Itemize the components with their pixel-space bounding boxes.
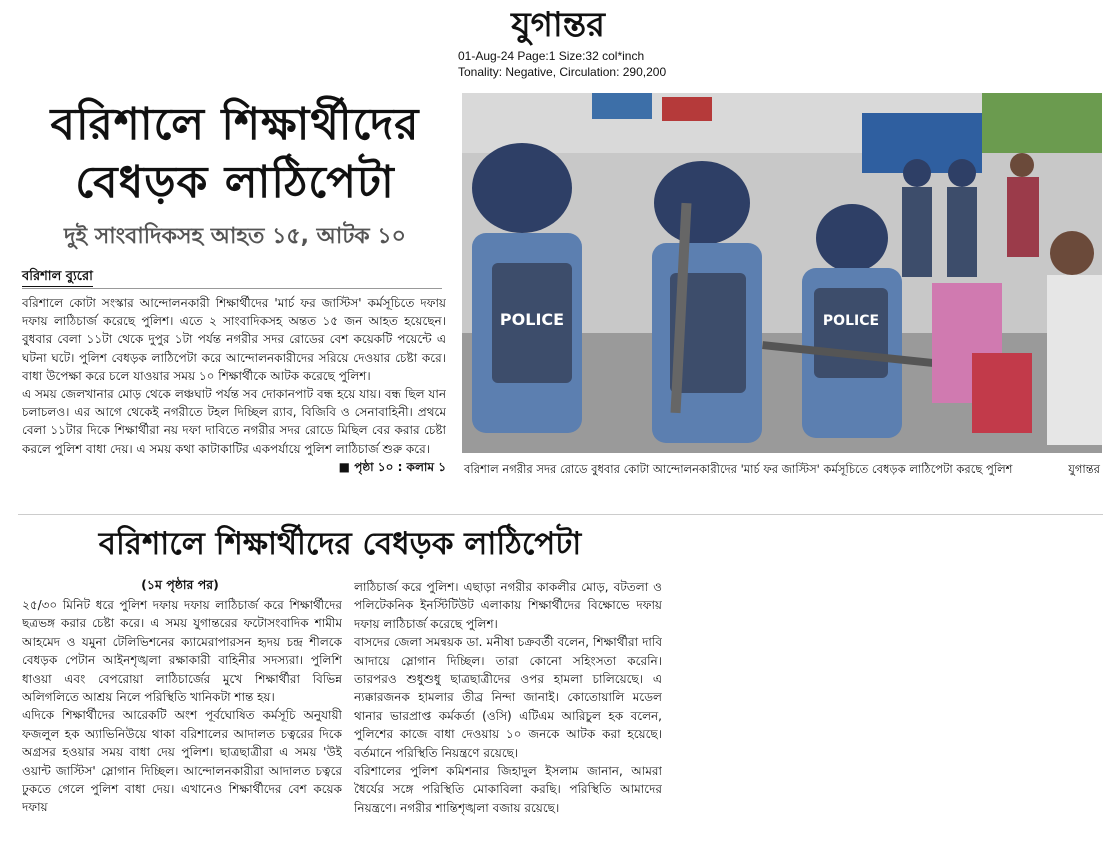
news-photo <box>462 93 1102 453</box>
article-paragraph-2 <box>22 385 446 474</box>
vest-label-2: POLICE <box>822 313 880 329</box>
section-divider <box>18 514 1103 515</box>
vest-label-1: POLICE <box>499 310 565 329</box>
continuation-column-2 <box>354 578 662 840</box>
police-officer-figure <box>472 143 582 433</box>
caption-text: বরিশাল নগরীর সদর রোডে বুধবার কোটা আন্দোলনকারীদের 'মার্চ ফর জাস্টিস' কর্মসূচিতে বেধড়ক লাঠিপেটা করছে পুলিশ <box>464 462 1013 476</box>
masthead <box>0 0 1115 90</box>
continuation-paragraph: এদিকে শিক্ষার্থীদের আরেকটি অংশ পূর্বঘোষিত কর্মসূচি অনুযায়ী ফজলুল হক অ্যাভিনিউয়ে থাকা বরিশালের আদালত চত্বরের দিকে অগ্রসর হওয়ার সময় বাধা দেয় পুলিশ। ছাত্রছাত্রীরা এ সময় 'উই ওয়ান্ট জাস্টিস' স্লোগান দিচ্ছিল। আন্দোলনকারীরা আদালত চত্বরে ঢুকতে গেলে পুলিশ বাধা দেয়। এখানেও শিক্ষার্থীদের বেশ কয়েক দফায় <box>22 708 342 815</box>
continuation-headline: বরিশালে শিক্ষার্থীদের বেধড়ক লাঠিপেটা <box>98 526 582 562</box>
headline-line-2: বেধড়ক লাঠিপেটা <box>75 157 395 208</box>
clipping-meta <box>458 48 678 80</box>
article-byline: বরিশাল ব্যুরো <box>22 268 93 287</box>
photo-caption <box>464 460 1100 478</box>
continuation-paragraph: ২৫/৩০ মিনিট ধরে পুলিশ দফায় দফায় লাঠিচার্জ করে শিক্ষার্থীদের ছত্রভঙ্গ করার চেষ্টা করে। এ সময় যুগান্তরের ফটোসংবাদিক শামীম আহমেদ ও যমুনা টেলিভিশনের ক্যামেরাপারসন হৃদয় চন্দ্র শীলকে বেধড়ক পেটান আইনশৃঙ্খলা রক্ষাকারী বাহিনীর সদস্যরা। পুলিশি ধাওয়া এবং বেপরোয়া লাঠিচার্জের মুখে শিক্ষার্থীরা বিভিন্ন অলিগলিতে আশ্রয় নিলে পরিস্থিতি খানিকটা শান্ত হয়। <box>22 598 342 705</box>
article-subheadline: দুই সাংবাদিকসহ আহত ১৫, আটক ১০ <box>64 224 406 249</box>
logo-text: যুগান্তর <box>511 5 605 45</box>
continuation-paragraph: লাঠিচার্জ করে পুলিশ। এছাড়া নগরীর কাকলীর মোড়, বটতলা ও পলিটেকনিক ইনস্টিটিউট এলাকায় শিক্ষার্থীদের বিক্ষোভে দফায় দফায় লাঠিচার্জ করেছে পুলিশ। <box>354 580 662 631</box>
meta-date-page: 01-Aug-24 Page:1 Size:32 col*inch <box>458 49 645 63</box>
continuation-paragraph: বাসদের জেলা সমন্বয়ক ডা. মনীষা চক্রবর্তী বলেন, শিক্ষার্থীরা দাবি আদায়ে স্লোগান দিচ্ছিল। তারা কোনো সহিংসতা করেনি। তারপরও শুধুশুধু ছাত্রছাত্রীদের ওপর হামলা চালিয়েছে। এ ন্যক্কারজনক হামলার তীব্র নিন্দা জানাই। কোতোয়ালি মডেল থানার ভারপ্রাপ্ত কর্মকর্তা (ওসি) এটিএম আরিচুল হক বলেন, পুলিশের কাজে বাধা দেওয়ায় ১০ জনকে আটক করা হয়েছে। বর্তমানে পরিস্থিতি নিয়ন্ত্রণে রয়েছে। <box>354 635 662 760</box>
continuation-paragraph: বরিশালের পুলিশ কমিশনার জিহাদুল ইসলাম জানান, আমরা ধৈর্যের সঙ্গে পরিস্থিতি মোকাবিলা করছি। পরিস্থিতি আমাদের নিয়ন্ত্রণে। নগরীর শান্তিশৃঙ্খলা বজায় রয়েছে। <box>354 764 662 815</box>
jump-reference: ■ পৃষ্ঠা ১০ : কলাম ১ <box>338 459 446 474</box>
continuation-column-1 <box>22 596 342 841</box>
newspaper-logo <box>458 2 658 46</box>
police-photo-illustration <box>462 93 1102 453</box>
headline-line-1: বরিশালে শিক্ষার্থীদের <box>50 99 420 150</box>
article-paragraph-1: বরিশালে কোটা সংস্কার আন্দোলনকারী শিক্ষার্থীদের 'মার্চ ফর জাস্টিস' কর্মসূচিতে দফায় দফায় লাঠিচার্জ করেছে পুলিশ। এতে ২ সাংবাদিকসহ অন্তত ১৫ জন আহত হয়েছেন। বুধবার বেলা ১১টা থেকে দুপুর ১টা পর্যন্ত নগরীর সদর রোডের বেশ কয়েকটি পয়েন্টে এ ঘটনা ঘটে। পুলিশ বেধড়ক লাঠিপেটা করে আন্দোলনকারীদের সরিয়ে দেওয়ার চেষ্টা করে। বাধা উপেক্ষা করে চলে যাওয়ার সময় ১০ শিক্ষার্থীকে আটক করেছে পুলিশ। <box>22 296 446 383</box>
article-headline <box>20 96 450 212</box>
police-officer-figure <box>652 161 762 443</box>
meta-tonality: Tonality: Negative, Circulation: 290,200 <box>458 65 667 79</box>
article-body <box>22 294 446 504</box>
continued-from-note: (১ম পৃষ্ঠার পর) <box>141 577 219 592</box>
byline-rule <box>22 288 442 289</box>
article-paragraph-2-text: এ সময় জেলখানার মোড় থেকে লঞ্চঘাট পর্যন্ত সব দোকানপাট বন্ধ হয়ে যায়। বন্ধ ছিল যান চলাচলও। এর আগে থেকেই নগরীতে টহল দিচ্ছিল র‍্যাব, বিজিবি ও সেনাবাহিনী। প্রথমে বেলা ১১টার দিকে শিক্ষার্থীরা নয় দফা দাবিতে নগরীর সদর রোডে মিছিল বের করার চেষ্টা করলে পুলিশ বাধা দেয়। এ সময় কথা কাটাকাটির একপর্যায়ে পুলিশ লাঠিচার্জ শুরু করে। <box>22 387 446 456</box>
photo-credit: যুগান্তর <box>1068 462 1100 476</box>
